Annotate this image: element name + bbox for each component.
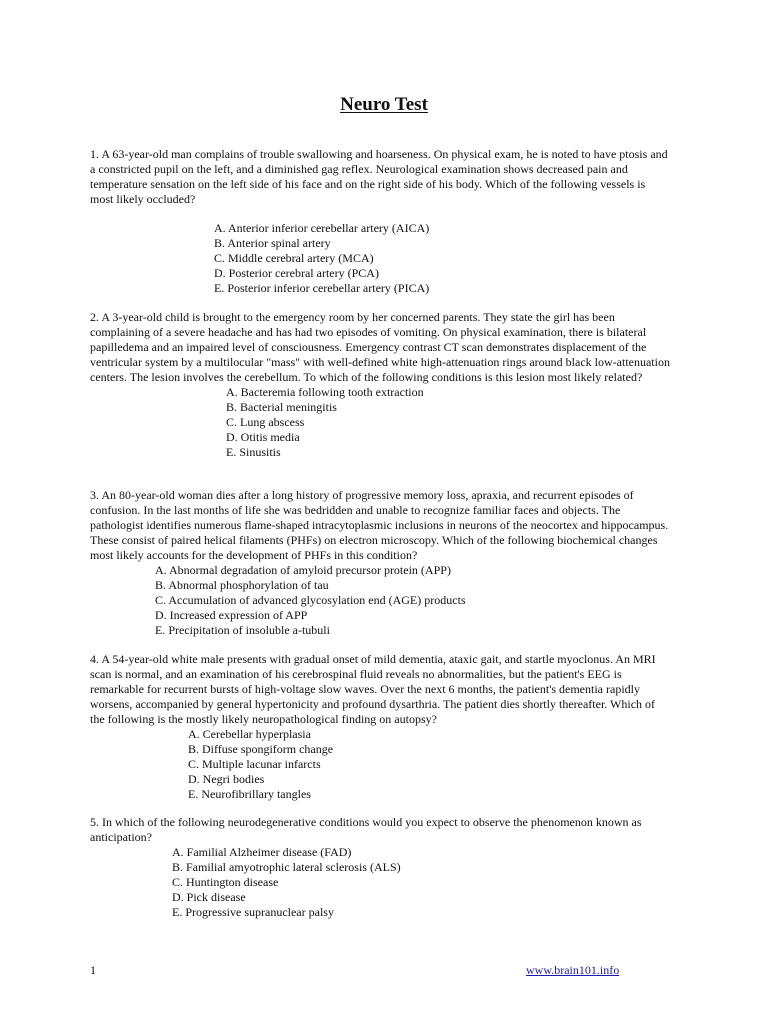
answer-option: D. Posterior cerebral artery (PCA): [214, 266, 379, 280]
page-number: 1: [90, 963, 96, 977]
question-stem: 3. An 80-year-old woman dies after a long history of progressive memory loss, apraxia, and recurrent episodes of confusion. In the last months of life she was bedridden and unable to recognize familiar faces and objects. The pathologist identifies numerous flame-shaped intracytoplasmic inclusions in neurons of the neocortex and hippocampus. These consist of paired helical filaments (PHFs) on electron microscopy. Which of the following biochemical changes most likely accounts for the development of PHFs in this condition?: [90, 488, 669, 562]
question-5: [90, 815, 670, 920]
page-title-text: Neuro Test: [340, 94, 428, 115]
answer-option: C. Accumulation of advanced glycosylation end (AGE) products: [155, 593, 466, 607]
question-3: [90, 488, 670, 638]
answer-option: A. Familial Alzheimer disease (FAD): [172, 845, 352, 859]
website-link[interactable]: www.brain101.info: [526, 963, 620, 977]
answer-options: [155, 563, 670, 638]
answer-option: B. Familial amyotrophic lateral sclerosis (ALS): [172, 860, 401, 874]
question-stem: 1. A 63-year-old man complains of trouble swallowing and hoarseness. On physical exam, he is noted to have ptosis and a constricted pupil on the left, and a diminished gag reflex. Neurological examination shows decreased pain and temperature sensation on the left side of his face and on the right side of his body. Which of the following vessels is most likely occluded?: [90, 147, 668, 206]
answer-option: E. Neurofibrillary tangles: [188, 787, 311, 801]
answer-option: B. Diffuse spongiform change: [188, 742, 334, 756]
answer-option: E. Posterior inferior cerebellar artery (PICA): [214, 281, 430, 295]
answer-option: E. Precipitation of insoluble a-tubuli: [155, 623, 330, 637]
answer-option: D. Increased expression of APP: [155, 608, 308, 622]
question-stem: 2. A 3-year-old child is brought to the emergency room by her concerned parents. They state the girl has been complaining of a severe headache and has had two episodes of vomiting. On physical examination, there is bilateral papilledema and an impaired level of consciousness. Emergency contrast CT scan demonstrates displacement of the ventricular system by a multilocular "mass" with well-defined white high-attenuation rings around black low-attenuation centers. The lesion involves the cerebellum. To which of the following conditions is this lesion most likely related?: [90, 310, 670, 384]
answer-options: [172, 845, 670, 920]
answer-option: A. Bacteremia following tooth extraction: [226, 385, 424, 399]
answer-option: E. Sinusitis: [226, 445, 281, 459]
answer-option: A. Anterior inferior cerebellar artery (AICA): [214, 221, 430, 235]
answer-options: [226, 385, 670, 460]
question-4: [90, 652, 670, 802]
question-stem: 5. In which of the following neurodegenerative conditions would you expect to observe the phenomenon known as anticipation?: [90, 815, 642, 844]
answer-option: C. Huntington disease: [172, 875, 279, 889]
answer-option: C. Middle cerebral artery (MCA): [214, 251, 374, 265]
answer-option: B. Abnormal phosphorylation of tau: [155, 578, 329, 592]
question-stem: 4. A 54-year-old white male presents with gradual onset of mild dementia, ataxic gait, and startle myoclonus. An MRI scan is normal, and an examination of his cerebrospinal fluid reveals no abnormalities, but the patient's EEG is remarkable for recurrent bursts of high-voltage slow waves. Over the next 6 months, the patient's dementia rapidly worsens, accompanied by general hypertonicity and profound dysarthria. The patient dies shortly thereafter. Which of the following is the mostly likely neuropathological finding on autopsy?: [90, 652, 656, 726]
answer-option: D. Otitis media: [226, 430, 300, 444]
answer-options: [188, 727, 670, 802]
answer-option: A. Abnormal degradation of amyloid precursor protein (APP): [155, 563, 451, 577]
answer-option: A. Cerebellar hyperplasia: [188, 727, 311, 741]
question-2: [90, 310, 670, 460]
answer-option: B. Bacterial meningitis: [226, 400, 337, 414]
answer-option: D. Negri bodies: [188, 772, 265, 786]
answer-option: E. Progressive supranuclear palsy: [172, 905, 334, 919]
answer-option: D. Pick disease: [172, 890, 246, 904]
answer-option: C. Multiple lacunar infarcts: [188, 757, 321, 771]
page-title: [0, 94, 768, 116]
question-1: [90, 147, 670, 296]
answer-options: [214, 221, 670, 296]
answer-option: C. Lung abscess: [226, 415, 305, 429]
answer-option: B. Anterior spinal artery: [214, 236, 331, 250]
